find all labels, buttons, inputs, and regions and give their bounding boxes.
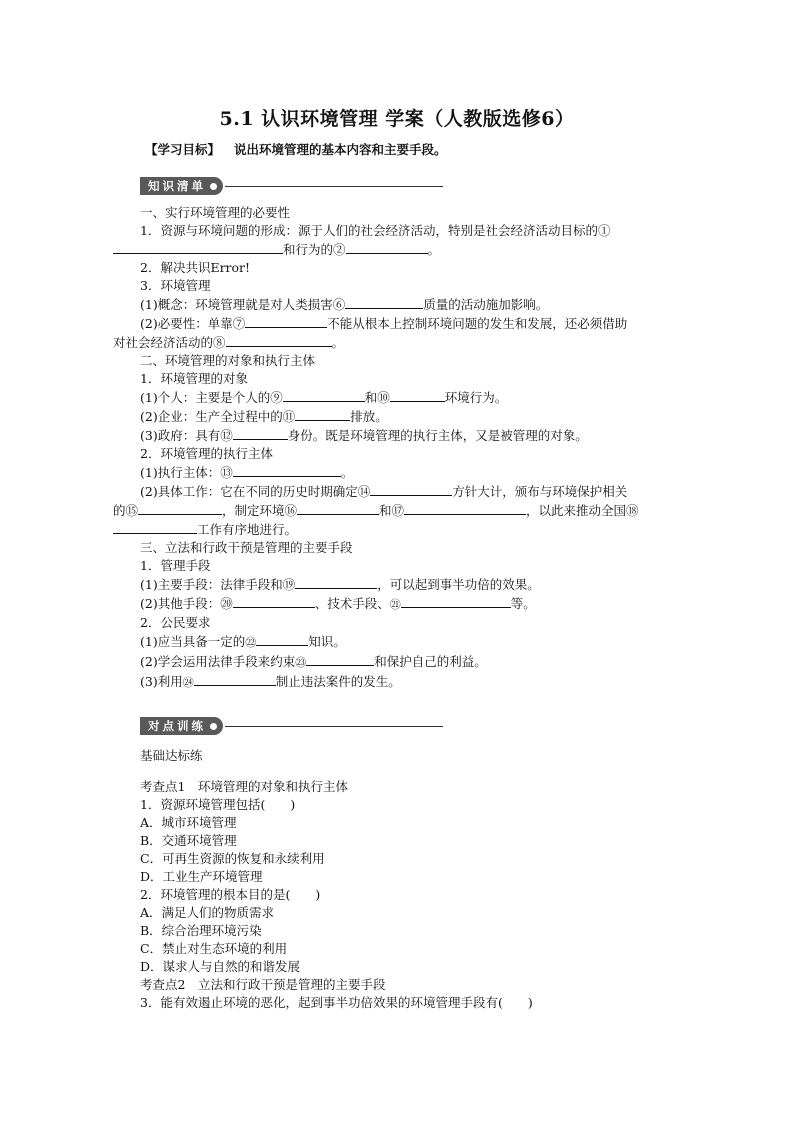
q2-option-a: A．满足人们的物质需求	[140, 905, 275, 920]
blank-21	[401, 594, 511, 608]
item-3-2-2: (2)学会运用法律手段来约束㉓ 和保护自己的利益。	[140, 654, 487, 669]
blank-16	[297, 501, 379, 515]
section-rule	[225, 186, 443, 187]
item-2-2: 2．环境管理的执行主体	[140, 446, 273, 461]
q1-option-c: C．可再生资源的恢复和永续利用	[140, 851, 325, 866]
blank-8	[226, 333, 332, 347]
item-1-3-1: (1)概念：环境管理就是对人类损害⑥ 质量的活动施加影响。	[140, 297, 549, 312]
blank-24	[194, 672, 276, 686]
blank-18	[113, 520, 197, 534]
learning-objective	[145, 140, 447, 158]
blank-12	[233, 426, 288, 440]
bullet-dot-icon	[210, 723, 217, 730]
item-2-1: 1．环境管理的对象	[140, 371, 248, 386]
blank-17	[404, 501, 526, 515]
blank-6	[345, 295, 423, 309]
item-3-1-2: (2)其他手段：⑳ 、技术手段、㉑ 等。	[140, 596, 536, 611]
item-2-1-3: (3)政府：具有⑫ 身份。既是环境管理的执行主体，又是被管理的对象。	[140, 428, 588, 443]
blank-10	[390, 388, 445, 402]
q2-option-b: B．综合治理环境污染	[140, 923, 262, 938]
blank-11	[295, 407, 350, 421]
q2-option-d: D．谋求人与自然的和谐发展	[140, 959, 301, 974]
objective-label: 【学习目标】	[145, 142, 221, 157]
section-title-knowledge: 知识清单	[148, 179, 206, 193]
item-2-2-2: (2)具体工作：它在不同的历史时期确定⑭ 方针大计，颁布与环境保护相关	[140, 484, 628, 499]
heading-1: 一、实行环境管理的必要性	[140, 205, 291, 220]
practice-questions	[140, 778, 660, 1012]
page-title: 5.1 认识环境管理 学案（人教版选修6）	[219, 108, 575, 130]
objective-text: 说出环境管理的基本内容和主要手段。	[234, 142, 447, 157]
blank-23	[306, 652, 374, 666]
item-1-3-2-cont: 对社会经济活动的⑧ 。	[113, 335, 345, 350]
item-3-1: 1．管理手段	[140, 558, 211, 573]
item-1-3: 3．环境管理	[140, 278, 211, 293]
item-1-2: 2．解决共识Error!	[140, 260, 251, 275]
item-1-1: 1．资源与环境问题的形成：源于人们的社会经济活动，特别是社会经济活动目标的①	[140, 223, 611, 238]
q1-option-d: D．工业生产环境管理	[140, 869, 263, 884]
item-2-1-2: (2)企业：生产全过程中的⑪ 排放。	[140, 409, 388, 424]
item-2-2-2-cont: 的⑮ ，制定环境⑯ 和⑰ ，以此来推动全国⑱	[113, 503, 639, 518]
blank-1	[113, 240, 283, 254]
section-rule	[225, 726, 443, 727]
blank-15	[138, 501, 222, 515]
exam-point-2: 考查点2 立法和行政干预是管理的主要手段	[140, 977, 386, 992]
exam-point-1: 考查点1 环境管理的对象和执行主体	[140, 779, 348, 794]
blank-2	[346, 240, 428, 254]
question-1: 1．资源环境管理包括( )	[140, 797, 296, 812]
section-title-practice: 对点训练	[148, 719, 206, 733]
blank-20	[233, 594, 315, 608]
knowledge-list	[113, 204, 661, 692]
blank-13	[233, 463, 341, 477]
item-1-1-cont: 和行为的② 。	[113, 240, 661, 259]
bullet-dot-icon	[210, 183, 217, 190]
item-3-2-1: (1)应当具备一定的㉒ 知识。	[140, 634, 346, 649]
question-3: 3．能有效遏止环境的恶化，起到事半功倍效果的环境管理手段有( )	[140, 995, 533, 1010]
question-2: 2．环境管理的根本目的是( )	[140, 887, 321, 902]
blank-9	[283, 388, 365, 402]
practice-level: 基础达标练	[140, 748, 203, 763]
item-3-2: 2．公民要求	[140, 615, 211, 630]
item-2-1-1: (1)个人：主要是个人的⑨ 和⑩ 环境行为。	[140, 390, 508, 405]
q1-option-a: A．城市环境管理	[140, 815, 237, 830]
heading-3: 三、立法和行政干预是管理的主要手段	[140, 540, 353, 555]
item-1-3-2: (2)必要性：单靠⑦ 不能从根本上控制环境问题的发生和发展，还必须借助	[140, 316, 628, 331]
item-2-2-1: (1)执行主体：⑬ 。	[140, 465, 354, 480]
blank-19	[295, 575, 377, 589]
item-3-1-1: (1)主要手段：法律手段和⑲ ，可以起到事半功倍的效果。	[140, 577, 540, 592]
section-header-practice	[140, 717, 443, 735]
q1-option-b: B．交通环境管理	[140, 833, 237, 848]
blank-14	[370, 482, 452, 496]
item-2-2-2-cont2: 工作有序地进行。	[113, 520, 661, 539]
q2-option-c: C．禁止对生态环境的利用	[140, 941, 288, 956]
blank-22	[256, 632, 308, 646]
blank-7	[245, 314, 327, 328]
heading-2: 二、环境管理的对象和执行主体	[140, 353, 316, 368]
section-header-knowledge	[140, 177, 443, 195]
item-3-2-3: (3)利用㉔ 制止违法案件的发生。	[140, 674, 401, 689]
